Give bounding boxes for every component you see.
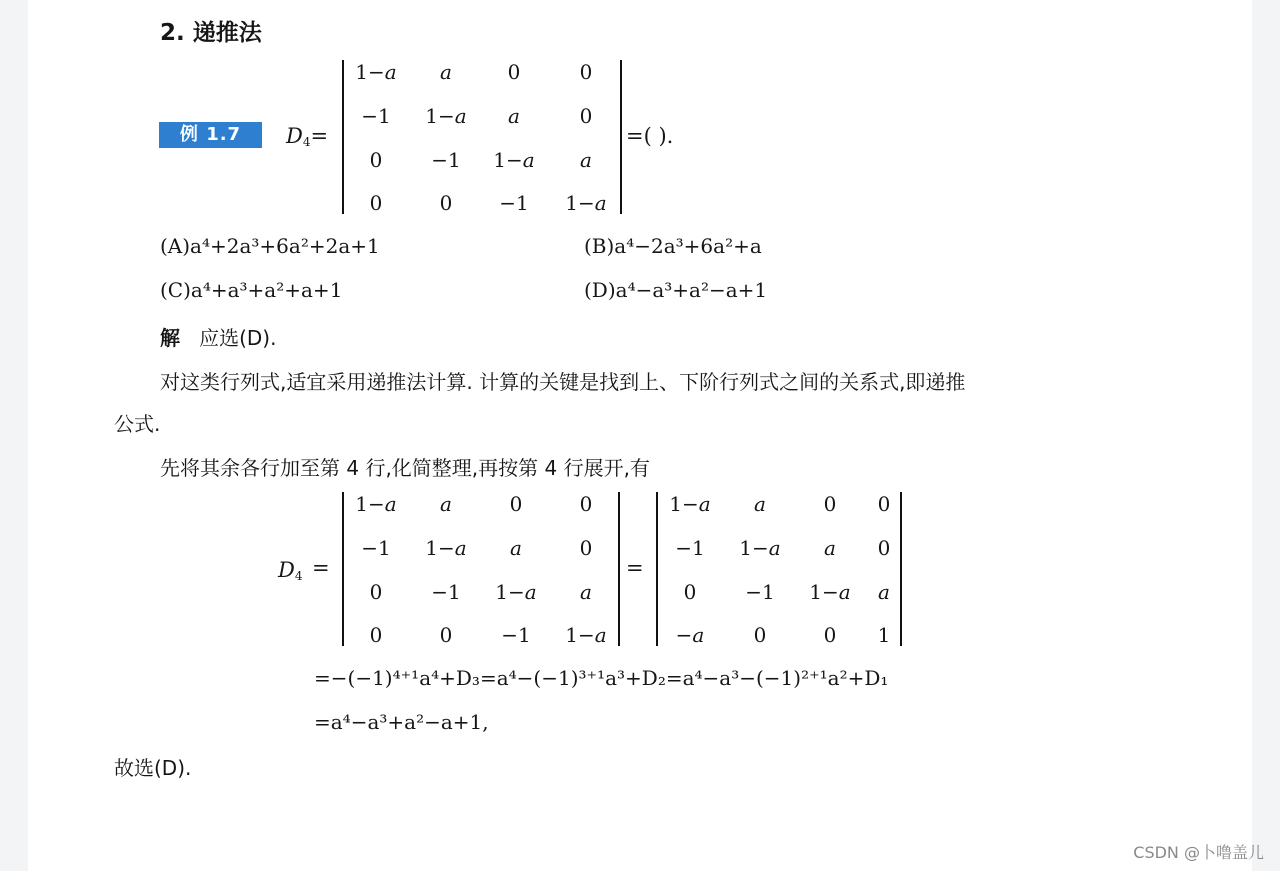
problem-lhs <box>286 124 328 149</box>
derivation-determinant-2 <box>656 492 902 646</box>
derivation-det2-cell-r4-c1: −a <box>675 623 705 647</box>
problem-det-cell-r2-c1: −1 <box>361 104 391 128</box>
derivation-det1-cell-r3-c4: a <box>580 580 592 604</box>
derivation-eq-sign-2: = <box>626 556 644 580</box>
derivation-det2-cell-r4-c4: 1 <box>877 623 891 647</box>
derivation-det1-cell-r2-c2: 1−a <box>425 536 467 560</box>
derivation-det2-cell-r2-c4: 0 <box>877 536 891 560</box>
problem-det-cell-r4-c1: 0 <box>369 191 383 215</box>
derivation-line-3: =a⁴−a³+a²−a+1, <box>314 710 489 734</box>
derivation-det2-cell-r2-c3: a <box>824 536 836 560</box>
derivation-det2-cell-r1-c2: a <box>754 492 766 516</box>
problem-det-cell-r3-c1: 0 <box>369 148 383 172</box>
derivation-det1-cell-r1-c2: a <box>440 492 452 516</box>
derivation-det2-cell-r4-c2: 0 <box>753 623 767 647</box>
derivation-determinant-1 <box>342 492 620 646</box>
section-title: 2. 递推法 <box>160 20 262 46</box>
derivation-det1-cell-r1-c4: 0 <box>579 492 593 516</box>
derivation-det2-cell-r1-c4: 0 <box>877 492 891 516</box>
derivation-lhs-symbol: D <box>278 558 295 582</box>
document-page <box>28 0 1252 871</box>
problem-det-cell-r2-c2: 1−a <box>425 104 467 128</box>
problem-det-cell-r4-c2: 0 <box>439 191 453 215</box>
problem-det-cell-r4-c4: 1−a <box>565 191 607 215</box>
problem-det-cell-r1-c1: 1−a <box>355 60 397 84</box>
option-c: (C)a⁴+a³+a²+a+1 <box>160 278 343 302</box>
derivation-det1-cell-r2-c3: a <box>510 536 522 560</box>
derivation-det1-cell-r4-c4: 1−a <box>565 623 607 647</box>
derivation-line-2: =−(−1)⁴⁺¹a⁴+D₃=a⁴−(−1)³⁺¹a³+D₂=a⁴−a³−(−1)²⁺¹a²+D₁ <box>314 666 889 690</box>
paragraph-1-line-2: 公式. <box>114 412 161 436</box>
derivation-det2-cell-r2-c2: 1−a <box>739 536 781 560</box>
derivation-det2-cell-r2-c1: −1 <box>675 536 705 560</box>
problem-det-cell-r3-c3: 1−a <box>493 148 535 172</box>
solution-line <box>160 322 276 351</box>
derivation-lhs <box>278 558 302 583</box>
derivation-det1-cell-r4-c2: 0 <box>439 623 453 647</box>
derivation-det2-cell-r3-c1: 0 <box>683 580 697 604</box>
problem-lhs-symbol: D <box>286 124 303 148</box>
derivation-det2-cell-r4-c3: 0 <box>823 623 837 647</box>
solution-answer: 应选(D). <box>199 326 277 350</box>
derivation-det1-cell-r4-c3: −1 <box>501 623 531 647</box>
problem-rhs: =( ). <box>626 124 674 148</box>
option-b: (B)a⁴−2a³+6a²+a <box>584 234 762 258</box>
derivation-det1-cell-r1-c3: 0 <box>509 492 523 516</box>
derivation-det2-cell-r3-c4: a <box>878 580 890 604</box>
problem-det-cell-r1-c4: 0 <box>579 60 593 84</box>
derivation-det1-cell-r4-c1: 0 <box>369 623 383 647</box>
conclusion: 故选(D). <box>114 756 192 780</box>
derivation-det1-cell-r2-c4: 0 <box>579 536 593 560</box>
derivation-det2-cell-r3-c2: −1 <box>745 580 775 604</box>
problem-lhs-subscript: 4 <box>302 135 311 149</box>
derivation-eq-sign-1: = <box>312 556 330 580</box>
problem-det-cell-r3-c4: a <box>580 148 592 172</box>
option-a: (A)a⁴+2a³+6a²+2a+1 <box>160 234 380 258</box>
option-d: (D)a⁴−a³+a²−a+1 <box>584 278 768 302</box>
derivation-det1-cell-r3-c3: 1−a <box>495 580 537 604</box>
problem-det-cell-r1-c2: a <box>440 60 452 84</box>
derivation-det1-cell-r3-c2: −1 <box>431 580 461 604</box>
derivation-det1-cell-r2-c1: −1 <box>361 536 391 560</box>
derivation-det1-cell-r1-c1: 1−a <box>355 492 397 516</box>
example-badge: 例 1.7 <box>159 122 262 148</box>
derivation-det2-cell-r3-c3: 1−a <box>809 580 851 604</box>
derivation-det2-cell-r1-c1: 1−a <box>669 492 711 516</box>
derivation-det1-cell-r3-c1: 0 <box>369 580 383 604</box>
problem-det-cell-r4-c3: −1 <box>499 191 529 215</box>
problem-det-cell-r1-c3: 0 <box>507 60 521 84</box>
problem-det-cell-r2-c3: a <box>508 104 520 128</box>
problem-determinant <box>342 60 622 214</box>
derivation-lhs-subscript: 4 <box>294 569 303 583</box>
problem-eq-sign: = <box>310 124 329 148</box>
watermark: CSDN @卜噜盖儿 <box>1133 843 1264 862</box>
problem-det-cell-r2-c4: 0 <box>579 104 593 128</box>
derivation-det2-cell-r1-c3: 0 <box>823 492 837 516</box>
solution-label: 解 <box>160 326 180 350</box>
problem-det-cell-r3-c2: −1 <box>431 148 461 172</box>
paragraph-1-line-1: 对这类行列式,适宜采用递推法计算. 计算的关键是找到上、下阶行列式之间的关系式,即递推 <box>160 370 966 394</box>
paragraph-2: 先将其余各行加至第 4 行,化简整理,再按第 4 行展开,有 <box>160 456 650 480</box>
